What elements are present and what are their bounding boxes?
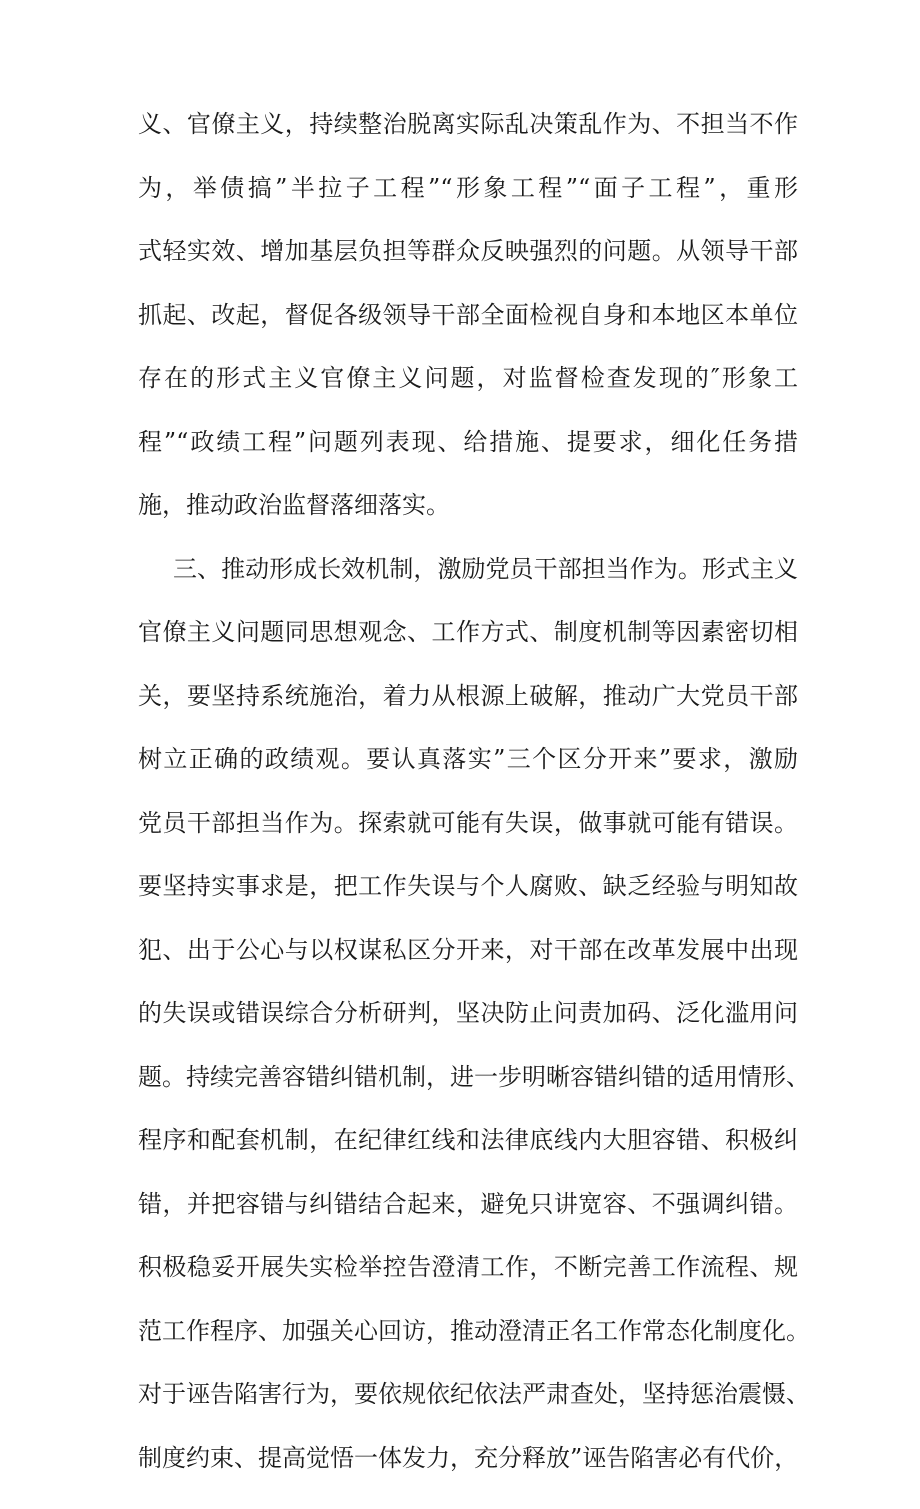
text-line: 为，举债搞”半拉子工程”“形象工程”“面子工程”，重形 (138, 173, 798, 202)
text-line: 义、官僚主义，持续整治脱离实际乱决策乱作为、不担当不作 (138, 110, 798, 138)
text-line: 的失误或错误综合分析研判，坚决防止问责加码、泛化滥用问 (138, 999, 798, 1027)
text-line: 抓起、改起，督促各级领导干部全面检视自身和本地区本单位 (138, 300, 798, 329)
text-line: 党员干部担当作为。探索就可能有失误，做事就可能有错误。 (138, 808, 798, 837)
text-line: 树立正确的政绩观。要认真落实”三个区分开来”要求，激励 (138, 745, 798, 773)
paragraph-1 (138, 112, 798, 517)
text-line: 官僚主义问题同思想观念、工作方式、制度机制等因素密切相 (138, 618, 798, 646)
text-line: 犯、出于公心与以权谋私区分开来，对干部在改革发展中出现 (138, 935, 798, 964)
text-line: 题。持续完善容错纠错机制，进一步明晰容错纠错的适用情形、 (138, 1062, 810, 1091)
text-line: 式轻实效、增加基层负担等群众反映强烈的问题。从领导干部 (138, 237, 798, 265)
text-line: 积极稳妥开展失实检举控告澄清工作，不断完善工作流程、规 (138, 1253, 798, 1281)
text-line: 范工作程序、加强关心回访，推动澄清正名工作常态化制度化。 (138, 1316, 810, 1345)
text-line: 三、推动形成长效机制，激励党员干部担当作为。形式主义 (173, 554, 798, 583)
text-line: 施，推动政治监督落细落实。 (138, 491, 450, 519)
text-line: 关，要坚持系统施治，着力从根源上破解，推动广大党员干部 (138, 681, 798, 710)
paragraph-2 (138, 554, 810, 1472)
document-body (138, 110, 810, 1509)
text-line: 存在的形式主义官僚主义问题，对监督检查发现的″形象工 (138, 364, 798, 392)
text-line: 制度约束、提高觉悟一体发力，充分释放”诬告陷害必有代价， (138, 1443, 799, 1472)
text-line: 要坚持实事求是，把工作失误与个人腐败、缺乏经验与明知故 (138, 872, 798, 900)
text-line: 程序和配套机制，在纪律红线和法律底线内大胆容错、积极纠 (138, 1126, 798, 1154)
text-line: 错，并把容错与纠错结合起来，避免只讲宽容、不强调纠错。 (138, 1189, 798, 1218)
text-line: 程”“政绩工程”问题列表现、给措施、提要求，细化任务措 (138, 427, 798, 456)
text-line: 对于诬告陷害行为，要依规依纪依法严肃查处，坚持惩治震慑、 (138, 1380, 810, 1408)
